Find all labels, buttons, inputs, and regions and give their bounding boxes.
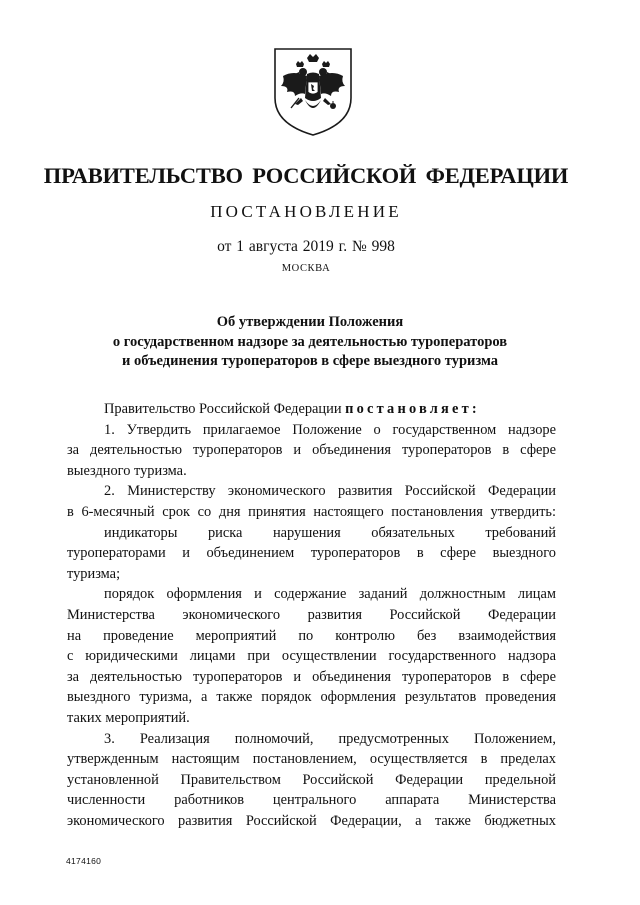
body-line: 3. Реализация полномочий, предусмотренных Положением,	[104, 730, 556, 747]
body-line: численности работников центрального аппарата Министерства	[67, 792, 556, 809]
subject-line: Об утверждении Положения	[216, 314, 404, 330]
body-line: экономического развития Российской Федерации, а также бюджетных	[67, 812, 556, 829]
body-line: порядок оформления и содержание заданий должностным лицам	[104, 586, 556, 603]
body-line: 1. Утвердить прилагаемое Положение о государственном надзоре	[104, 421, 556, 438]
document-subject	[60, 313, 560, 372]
body-line: утвержденным настоящим постановлением, осуществляется в пределах	[67, 751, 556, 768]
intro-text: Правительство Российской Федерации	[104, 401, 346, 417]
body-line: установленной Правительством Российской Федерации предельной	[67, 771, 556, 788]
intro-keyword: постановляет:	[345, 401, 480, 417]
document-body	[67, 399, 556, 831]
body-line: туризма;	[67, 565, 121, 582]
body-line: за деятельностью туроператоров и объединения туроператоров в сфере	[67, 442, 556, 459]
body-line: Министерства экономического развития Российской Федерации	[67, 606, 556, 623]
subject-line: и объединения туроператоров в сфере выездного туризма	[121, 353, 499, 369]
body-line: выездного туризма.	[67, 462, 187, 479]
document-date-number: от 1 августа 2019 г. № 998	[217, 238, 395, 255]
body-line: таких мероприятий.	[67, 709, 190, 726]
body-line: в 6-месячный срок со дня принятия настоящего постановления утвердить:	[67, 503, 556, 520]
body-line: выездного туризма, а также порядок оформления результатов проведения	[67, 689, 556, 706]
body-line: на проведение мероприятий по контролю без взаимодействия	[67, 627, 556, 644]
document-type: ПОСТАНОВЛЕНИЕ	[210, 202, 402, 221]
coat-of-arms-icon	[271, 46, 355, 138]
body-line: за деятельностью туроператоров и объединения туроператоров в сфере	[67, 668, 556, 685]
body-line: с юридическими лицами при осуществлении государственного надзора	[67, 648, 556, 665]
document-code: 4174160	[66, 856, 102, 866]
body-line: индикаторы риска нарушения обязательных требований	[104, 524, 556, 541]
body-line: туроператорами и объединением туроператоров в сфере выездного	[67, 545, 556, 562]
document-place: МОСКВА	[281, 263, 331, 274]
government-title: ПРАВИТЕЛЬСТВО РОССИЙСКОЙ ФЕДЕРАЦИИ	[43, 163, 569, 188]
subject-line: о государственном надзоре за деятельностью туроператоров	[112, 333, 508, 350]
body-line: 2. Министерству экономического развития Российской Федерации	[104, 483, 556, 500]
intro-paragraph	[67, 399, 556, 420]
